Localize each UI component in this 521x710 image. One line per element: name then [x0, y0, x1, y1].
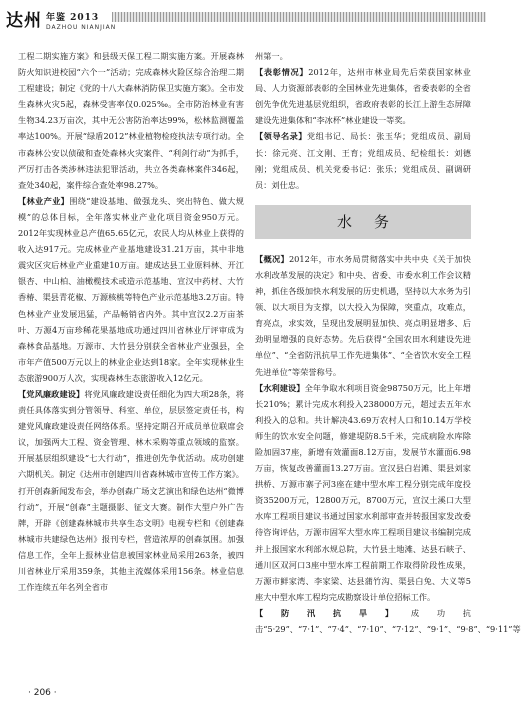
paragraph: [18, 193, 244, 386]
paragraph-text: 2012年，达州市林业局先后荣获国家林业局、人力资源部表彰的全国林业先进集体，省委表彰的全省创先争优先进基层党组织，省政府表彰的长江上游生态屏障建设先进集体和“李冰杯”林业建设一等奖。: [255, 67, 471, 126]
paragraph-label: 【领导名录】: [255, 131, 307, 142]
paragraph: [255, 380, 471, 605]
section-heading: 水务: [336, 212, 411, 231]
paragraph: [18, 386, 244, 595]
left-column: [18, 48, 244, 595]
yearbook-title: 达州: [6, 11, 42, 31]
paragraph-label: 【林业产业】: [18, 195, 70, 206]
paragraph: [255, 64, 471, 128]
paragraph-text: 党组书记、局长：张玉华；党组成员、副局长：徐元亮、江文刚、王育；党组成员、纪检组长：刘德刚；党组成员、机关党委书记：张乐；党组成员、副调研员：刘仕忠。: [255, 131, 471, 190]
paragraph-text: 工程二期实施方案》和县级天保工程二期实施方案。开展森林防火知识进校园“六个一”活动；完成森林火险区综合治理二期工程建设；制定《党的十八大森林消防保卫实施方案》。全市发生森林火灾5起，森林受害率仅0.025‰。全市防治林业有害生物34.23万亩次，其中无公害防治率达99%，松林监测覆盖率达100%。开展“绿盾2012”林业植物检疫执法专项行动。全市森林公安以侦破和查处森林火灾案件、“利剑行动”为抓手，严厉打击各类涉林违法犯罪活动，共立各类森林案件346起，查处340起，案件综合查处率98.27%。: [18, 51, 244, 190]
paragraph-label: 【水利建设】: [255, 382, 305, 393]
yearbook-year: 年鉴 2013: [46, 13, 100, 23]
page-header: [0, 0, 486, 40]
paragraph-text: 成功抗击“5·29”、“7·1”、“7·4”、“7·10”、“7·12”、“9·1”、“9·8”、“9·11”等: [255, 607, 521, 634]
paragraph-text: 围绕“建设基地、做强龙头、突出特色、做大规模”的总体目标，全年落实林业产业化项目资金950万元。2012年实现林业总产值65.65亿元，农民人均从林业上获得的收入达917元。完成林业产业基地建设31.21万亩，其中非地震灾区灾后林业产业重建10万亩。建成达县工业原料林、开江银杏、中山柏、油橄榄技术或造示范基地、宣汉中药材、大竹香椿、渠县青花椒、万源核桃等特色产业示范基地3.2万亩。特色林业产业发展迅猛，产品畅销省内外。其中宣汉2.2万亩茶叶、万源4万亩珍稀花果基地成功通过四川省林业厅评审成为森林食品基地。万源市、大竹县分别获全省林业产业强县，全市年产值500万元以上的林业企业达到18家。全年实现林业生态旅游900万人次，实现森林生态旅游收入12亿元。: [18, 195, 244, 383]
right-column: [255, 48, 521, 637]
paragraph-text: 州第一。: [255, 51, 288, 61]
paragraph-label: 【防汛抗旱】: [255, 607, 411, 618]
paragraph-label: 【概况】: [255, 253, 289, 264]
paragraph-label: 【表彰情况】: [255, 67, 309, 78]
paragraph-label: 【党风廉政建设】: [18, 388, 85, 399]
section-banner: [255, 205, 471, 239]
paragraph-text: 全年争取水利项目资金98750万元，比上年增长210%；累计完成水利投入238000万元，超过去五年水利投入的总和。共计解决43.69万农村人口和10.14万学校师生的饮水安全问题，修建堤防8.5千米，完成病险水库除险加固37座，新增有效灌面8.12万亩，发展节水灌面6.98万亩，恢复改善灌面13.27万亩。宣汉县白岩滩、渠县刘家拱桥、万源市寨子河3座在建中型水库工程分别完成年度投资35200万元，12800万元，8700万元，宣汉土溪口大型水库工程项目建议书通过国家水利部审查并转报国家发改委待咨询评估，万源市固军大型水库工程项目建议书编制完成并上报国家水利部水规总院，大竹县土地滩、达县石峡子、通川区双河口3座中型水库工程前期工作取得阶段性成果，万源市鲜家湾、李家梁、达县蒲竹沟、渠县白兔、大义等5座大中型水库工程均完成勘察设计单位招标工作。: [255, 382, 471, 602]
header-pattern-band: [112, 12, 486, 22]
paragraph-text: 将党风廉政建设责任细化为四大项28条，将责任具体落实到分管领导、科室、单位，层层签定责任书，构建党风廉政建设责任网络体系。坚持定期召开成员单位联席会议，加强两大工程、资金管理、林木采购等重点领域的监察。开展基层组织建设“七大行动”，推进创先争优活动。成功创建六期机关。制定《达州市创建四川省森林城市宣传工作方案》。打开创森新闻发布会，举办创森广场文艺演出和绿色达州“微博行动”，开展“创森”主题摄影、征文大赛。制作大型户外广告牌，开辟《创建森林城市共享生态文明》电视专栏和《创建森林城市共建绿色达州》报刊专栏，营造浓厚的创森氛围。加强信息工作，全年上报林业信息被国家林业局采用263条，被四川省林业厅采用359条，其他主流媒体采用156条。林业信息工作连续五年名列全省市: [18, 388, 244, 593]
paragraph: [255, 251, 471, 380]
paragraph: [255, 605, 521, 637]
yearbook-subtitle: DAZHOU NIANJIAN: [46, 24, 117, 31]
paragraph: [255, 128, 471, 192]
paragraph: [18, 48, 244, 193]
paragraph-text: 2012年，市水务局贯彻落实中共中央《关于加快水利改革发展的决定》和中央、省委、市委水利工作会议精神，抓住各级加快水利发展的历史机遇，坚持以大水务为引领、以大项目为支撑，以大投入为保障，突重点，攻难点，育亮点，求实效，呈现出发展明显加快、亮点明显增多、后劲明显增强的良好态势。先后获得“全国农田水利建设先进单位”、“全省防汛抗旱工作先进集体”、“全省饮水安全工程先进单位”等荣誉称号。: [255, 253, 471, 377]
page-number: · 206 ·: [28, 688, 57, 698]
paragraph: [255, 48, 471, 64]
